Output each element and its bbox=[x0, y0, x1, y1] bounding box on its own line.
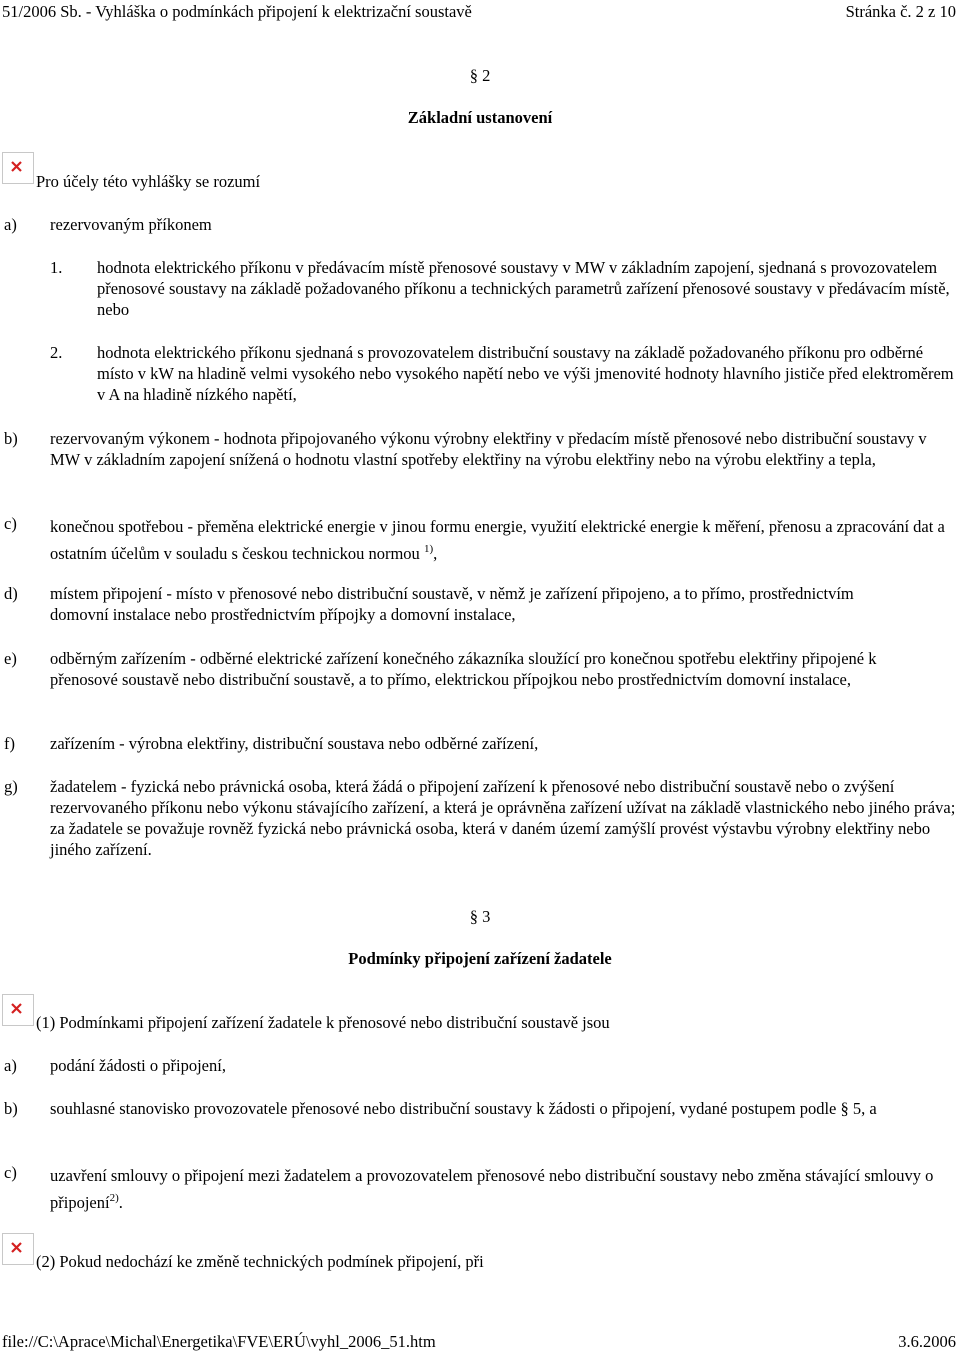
s3-item-c-text: uzavření smlouvy o připojení mezi žadatelem a provozovatelem přenosové nebo distribuční soustavy nebo změna stávající smlouvy o připojení$^{2)}$. bbox=[50, 1166, 934, 1212]
section-2-intro: Pro účely této vyhlášky se rozumí bbox=[36, 172, 261, 191]
s3-item-b-label: b) bbox=[4, 1099, 18, 1118]
item-f-label: f) bbox=[4, 734, 15, 753]
item-e-text: odběrným zařízením - odběrné elektrické zařízení konečného zákazníka sloužící pro konečnou spotřebu elektřiny připojené k přenosové soustavě nebo distribuční soustavě, a to přímo, elektrickou přípojkou nebo prostřednictvím domovní instalace, bbox=[50, 649, 877, 689]
page-header-title: 51/2006 Sb. - Vyhláška o podmínkách připojení k elektrizační soustavě bbox=[2, 2, 472, 21]
item-b-label: b) bbox=[4, 429, 18, 448]
page-header-pagenum: Stránka č. 2 z 10 bbox=[845, 2, 956, 21]
s3-item-b-text: souhlasné stanovisko provozovatele přenosové nebo distribuční soustavy k žádosti o připojení, vydané postupem podle § 5, a bbox=[50, 1099, 877, 1118]
broken-image-icon[interactable] bbox=[2, 152, 34, 184]
section-2-number: § 2 bbox=[469, 66, 491, 85]
item-a1-label: 1. bbox=[50, 258, 63, 277]
s3-item-a-label: a) bbox=[4, 1056, 17, 1075]
item-a-label: a) bbox=[4, 215, 17, 234]
section-3-para-1: (1) Podmínkami připojení zařízení žadatele k přenosové nebo distribuční soustavě jsou bbox=[36, 1013, 610, 1032]
footnote-ref-1[interactable]: 1) bbox=[423, 543, 434, 555]
broken-image-icon[interactable] bbox=[2, 1233, 34, 1265]
item-d-label: d) bbox=[4, 584, 18, 603]
item-b-text: rezervovaným výkonem - hodnota připojovaného výkonu výrobny elektřiny v předacím místě přenosové nebo distribuční soustavy v MW v základním zapojení snížená o hodnotu vlastní spotřeby elektřiny na výrobu elektřiny nebo na výrobu elektřiny a tepla, bbox=[50, 429, 927, 469]
broken-image-icon[interactable] bbox=[2, 994, 34, 1026]
section-3-number: § 3 bbox=[469, 907, 491, 926]
section-3-para-2: (2) Pokud nedochází ke změně technických podmínek připojení, při bbox=[36, 1252, 484, 1271]
item-g-text: žadatelem - fyzická nebo právnická osoba, která žádá o připojení zařízení k přenosové nebo distribuční soustavě nebo o zvýšení rezervovaného příkonu nebo výkonu stávajícího zařízení, a která je oprávněna zařízení užívat na základě vlastnického nebo jiného práva; za žadatele se považuje rovněž fyzická nebo právnická osoba, která v daném území zamýšlí provést výstavbu výrobny elektřiny nebo jiného zařízení. bbox=[50, 777, 956, 859]
item-a2-text: hodnota elektrického příkonu sjednaná s provozovatelem distribuční soustavy na základě požadovaného příkonu pro odběrné místo v kW na hladině velmi vysokého nebo vysokého napětí nebo ve výši jmenovité hodnoty hlavního jističe před elektroměrem v A na hladině nízkého napětí, bbox=[97, 343, 954, 404]
page-footer-url: file://C:\Aprace\Michal\Energetika\FVE\ERÚ\vyhl_2006_51.htm bbox=[2, 1332, 436, 1351]
item-e-label: e) bbox=[4, 649, 17, 668]
s3-item-a-text: podání žádosti o připojení, bbox=[50, 1056, 226, 1075]
page-footer-date: 3.6.2006 bbox=[898, 1332, 956, 1351]
item-c-text: konečnou spotřebou - přeměna elektrické energie v jinou formu energie, využití elektrické energie k měření, přenosu a zpracování dat a ostatním účelům v souladu s českou technickou normou $^{1)}$, bbox=[50, 517, 945, 563]
item-a2-label: 2. bbox=[50, 343, 63, 362]
section-3-title: Podmínky připojení zařízení žadatele bbox=[348, 949, 612, 968]
item-d-text: místem připojení - místo v přenosové nebo distribuční soustavě, v němž je zařízení připojeno, a to přímo, prostřednictvím domovní instalace nebo prostřednictvím přípojky a domovní instalace, bbox=[50, 584, 854, 624]
footnote-ref-2[interactable]: 2) bbox=[109, 1192, 119, 1204]
item-c-label: c) bbox=[4, 514, 17, 533]
item-g-label: g) bbox=[4, 777, 18, 796]
item-f-text: zařízením - výrobna elektřiny, distribuční soustava nebo odběrné zařízení, bbox=[50, 734, 539, 753]
section-2-title: Základní ustanovení bbox=[407, 108, 553, 127]
item-a1-text: hodnota elektrického příkonu v předávacím místě přenosové soustavy v MW v základním zapojení, sjednaná s provozovatelem přenosové soustavy na základě požadovaného příkonu a technických parametrů zařízení přenosové soustavy v předávacím místě, nebo bbox=[97, 258, 950, 319]
s3-item-c-label: c) bbox=[4, 1163, 17, 1182]
item-a-text: rezervovaným příkonem bbox=[50, 215, 212, 234]
